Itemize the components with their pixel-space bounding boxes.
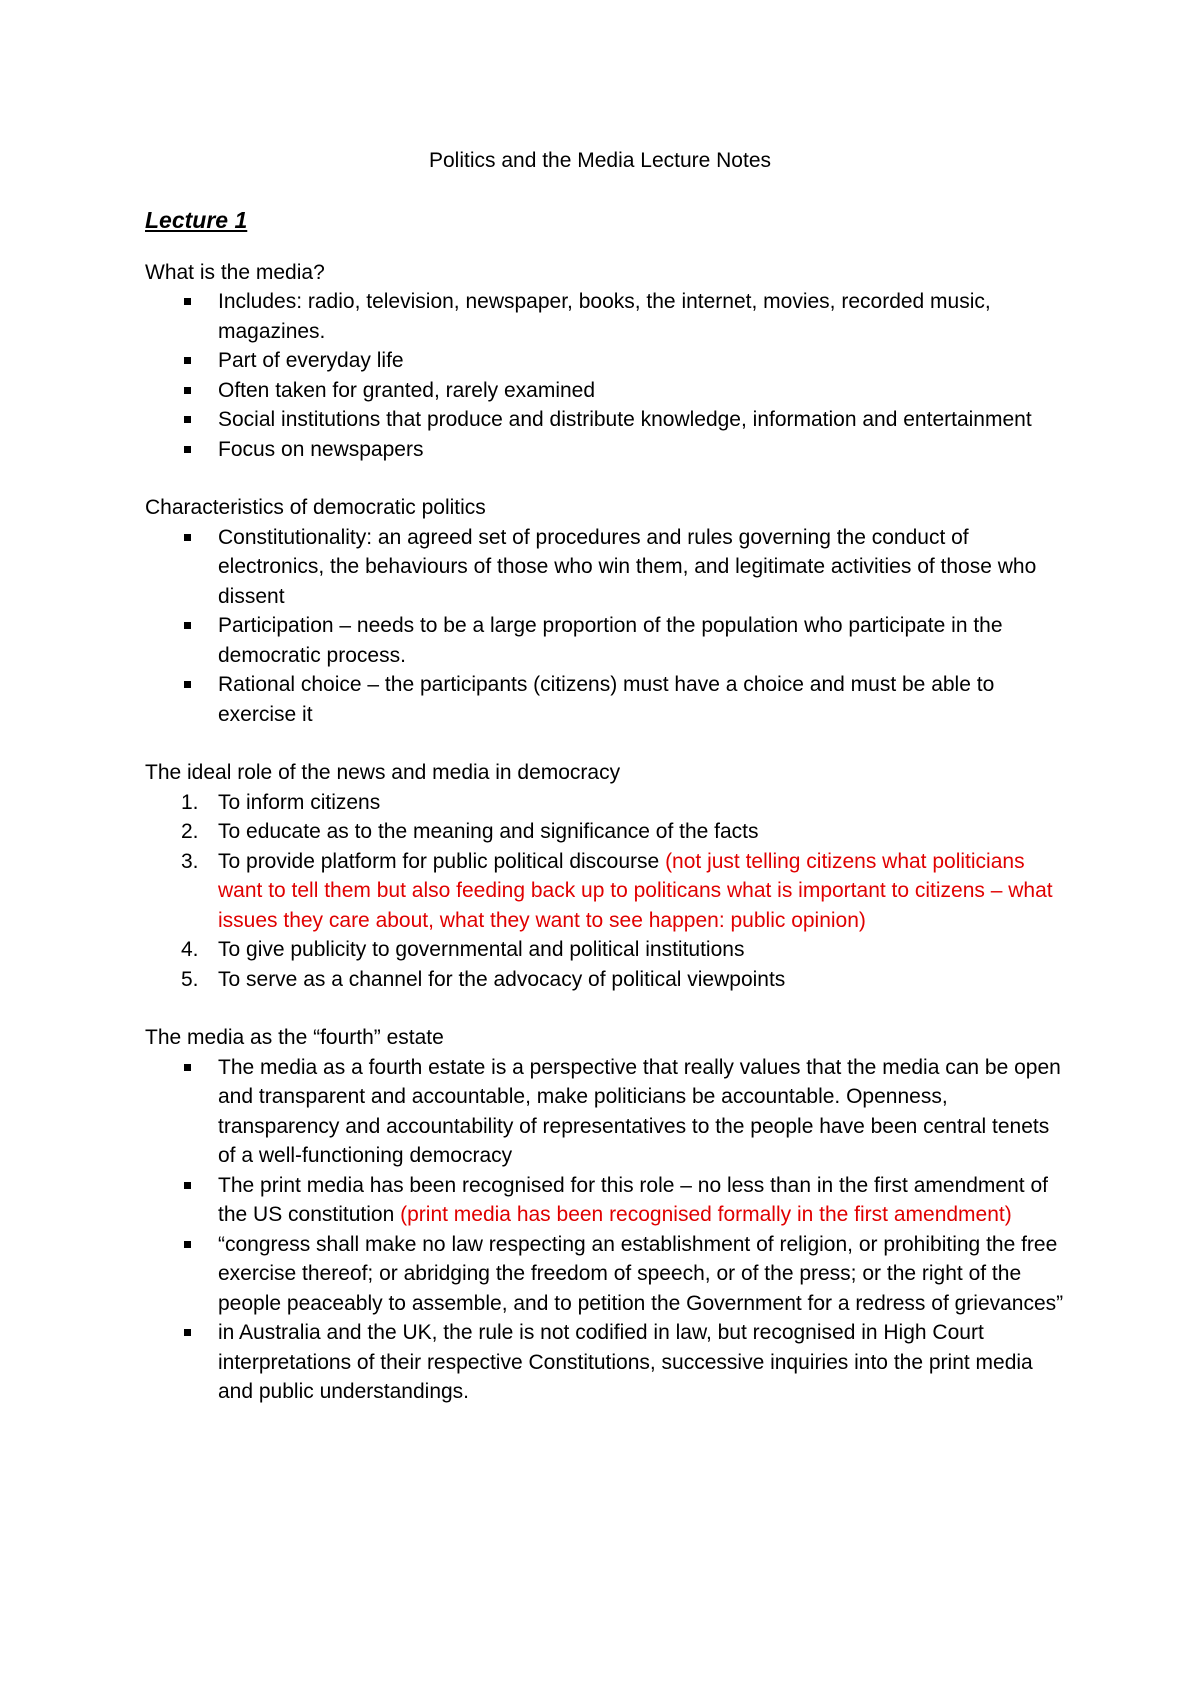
list-item-text: To give publicity to governmental and political institutions xyxy=(218,938,745,961)
annotation-note: (print media has been recognised formally in the first amendment) xyxy=(400,1203,1012,1226)
list-number: 2. xyxy=(181,820,199,843)
list-item-text: The media as a fourth estate is a perspective that really values that the media can be open and transparent and accountable, make politicians be accountable. Openness, transparency and accountability of representatives to the people have been central tenets of a well-functioning democracy xyxy=(218,1055,1061,1167)
list-item: Social institutions that produce and distribute knowledge, information and entertainment xyxy=(218,405,1065,435)
bullet-list xyxy=(145,523,1065,730)
list-item: Rational choice – the participants (citizens) must have a choice and must be able to exercise it xyxy=(218,670,1065,729)
section-ideal-role xyxy=(145,758,1065,994)
list-item: Includes: radio, television, newspaper, books, the internet, movies, recorded music, magazines. xyxy=(218,287,1065,346)
section-heading: Characteristics of democratic politics xyxy=(145,496,486,519)
list-item-text: The print media has been recognised for this role – no less than in the first amendment of the US constitution xyxy=(218,1173,1048,1226)
annotation-note: (not just telling citizens what politicians want to tell them but also feeding back up to politicans what is important to citizens – what issues they care about, what they want to see happen: public opinion) xyxy=(218,849,1053,932)
list-item xyxy=(218,1171,1065,1230)
section-heading: What is the media? xyxy=(145,260,325,284)
list-item: Participation – needs to be a large proportion of the population who participate in the democratic process. xyxy=(218,611,1065,670)
bullet-list xyxy=(145,1053,1065,1407)
list-item: Part of everyday life xyxy=(218,346,1065,376)
list-item xyxy=(181,935,1065,965)
numbered-list xyxy=(145,788,1065,995)
section-what-is-media xyxy=(145,258,1065,465)
list-item-text: in Australia and the UK, the rule is not codified in law, but recognised in High Court interpretations of their respective Constitutions, successive inquiries into the print media and public understandings. xyxy=(218,1321,1033,1403)
lecture-heading: Lecture 1 xyxy=(145,207,248,233)
section-heading: The media as the “fourth” estate xyxy=(145,1026,444,1049)
list-item-text: To provide platform for public political discourse xyxy=(218,849,660,873)
section-heading: The ideal role of the news and media in democracy xyxy=(145,761,621,784)
list-item xyxy=(218,1230,1065,1319)
section-democratic-politics xyxy=(145,493,1065,729)
list-item xyxy=(181,788,1065,818)
list-item xyxy=(218,1053,1065,1171)
list-item: Focus on newspapers xyxy=(218,435,1065,465)
section-fourth-estate xyxy=(145,1023,1065,1407)
list-number: 1. xyxy=(181,790,199,814)
list-item-text: To inform citizens xyxy=(218,790,381,814)
list-item xyxy=(181,847,1065,936)
list-item-text: To serve as a channel for the advocacy of political viewpoints xyxy=(218,967,786,991)
list-item xyxy=(181,817,1065,847)
list-item: Constitutionality: an agreed set of procedures and rules governing the conduct of electronics, the behaviours of those who win them, and legitimate activities of those who dissent xyxy=(218,523,1065,612)
list-item-text: To educate as to the meaning and significance of the facts xyxy=(218,820,759,843)
list-number: 4. xyxy=(181,938,199,961)
list-item xyxy=(181,965,1065,995)
document-body xyxy=(145,206,1065,1436)
list-number: 3. xyxy=(181,849,199,873)
page-title: Politics and the Media Lecture Notes xyxy=(428,149,772,172)
list-item: Often taken for granted, rarely examined xyxy=(218,376,1065,406)
list-item-text: “congress shall make no law respecting an establishment of religion, or prohibiting the free exercise thereof; or abridging the freedom of speech, or of the press; or the right of the people peaceably to assemble, and to petition the Government for a redress of grievances” xyxy=(218,1232,1064,1315)
bullet-list xyxy=(145,287,1065,464)
list-number: 5. xyxy=(181,967,199,991)
list-item xyxy=(218,1318,1065,1407)
